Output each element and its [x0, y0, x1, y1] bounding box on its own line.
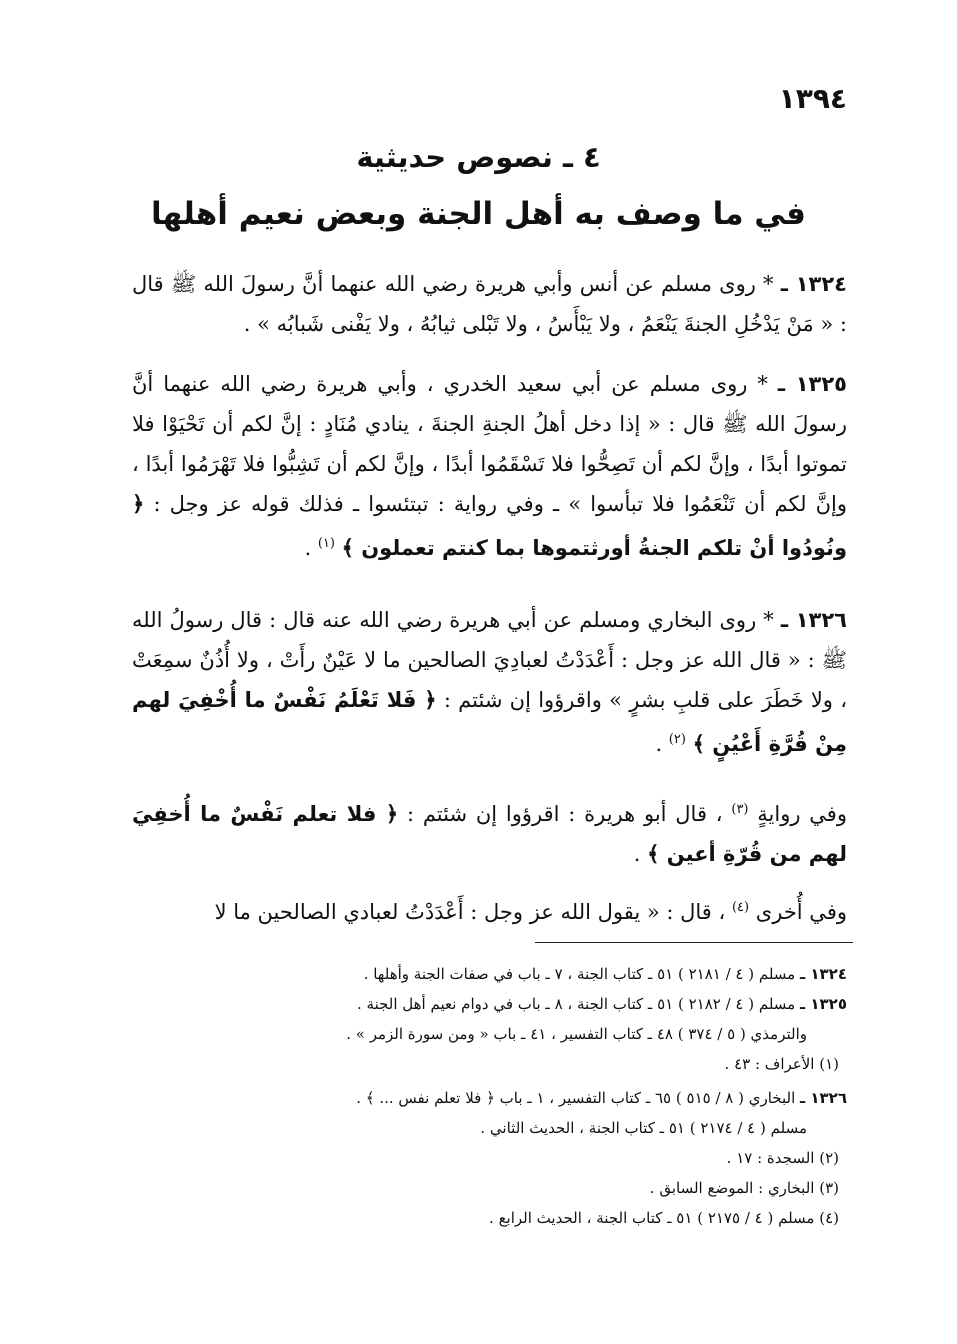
riwaya-text: وفي أُخرى	[755, 900, 847, 924]
footnote	[130, 1024, 807, 1044]
hadith-number: ١٣٢٦ ـ	[780, 608, 847, 632]
hadith-text: * روى مسلم عن أنس وأبي هريرة رضي الله عنهما أنَّ رسولَ الله ﷺ قال : « مَنْ يَدْخُلِ الجنةَ يَنْعَمُ ، ولا يَبْأَسُ ، ولا تَبْلى ثيابُهُ ، ولا يَفْنى شَبابُه » .	[132, 272, 847, 336]
footnote-ref: (١)	[317, 536, 335, 551]
footnote-text: مسلم ( ٤ / ٢١٨١ ) ٥١ ـ كتاب الجنة ، ٧ ـ باب في صفات الجنة وأهلها .	[363, 965, 796, 983]
footnote-number: ١٣٢٥ ـ	[800, 995, 847, 1013]
riwaya-text-2: ، قال : « يقول الله عز وجل : أَعْدَدْتُ لعبادي الصالحين ما لا	[214, 900, 726, 924]
page-number: ١٣٩٤	[778, 82, 847, 115]
section-subheading: في ما وصف به أهل الجنة وبعض نعيم أهلها	[151, 196, 806, 232]
sentence-end: .	[633, 842, 648, 866]
riwaya-other-paragraph	[132, 888, 847, 932]
hadith-1326	[132, 600, 847, 764]
hadith-number: ١٣٢٤ ـ	[780, 272, 847, 296]
footnote-text: (٤) مسلم ( ٤ / ٢١٧٥ ) ٥١ ـ كتاب الجنة ، الحديث الرابع .	[489, 1209, 839, 1227]
footnote-text: مسلم ( ٤ / ٢١٧٤ ) ٥١ ـ كتاب الجنة ، الحديث الثاني .	[480, 1119, 807, 1137]
hadith-text: * روى البخاري ومسلم عن أبي هريرة رضي الله عنه قال : قال رسولُ الله ﷺ : « قال الله عز وجل : أَعْدَدْتُ لعبادِيَ الصالحين ما لا عَيْنٌ رأَتْ ، ولا أُذُنٌ سمِعَتْ ، ولا خَطَرَ على قلبِ بشرٍ » واقرؤوا إن شئتم :	[132, 608, 847, 712]
footnote-text: البخاري ( ٨ / ٥١٥ ) ٦٥ ـ كتاب التفسير ، ١ ـ باب ﴿ فلا تعلم نفس ... ﴾ .	[356, 1089, 796, 1107]
footnote-ref: (٤)	[731, 900, 750, 915]
footnote	[130, 994, 847, 1014]
quran-verse: ﴿ فَلا تَعْلَمُ نَفْسٌ ما أُخْفِيَ لهم مِنْ قُرَّةِ أَعْيُنٍ ﴾	[132, 688, 847, 756]
quran-verse: ﴿ ونُودُوا أنْ تلكم الجنةُ أورثتموها بما كنتم تعملون ﴾	[132, 492, 847, 560]
hadith-1324	[132, 264, 847, 344]
riwaya-paragraph	[132, 790, 847, 874]
footnote-text: والترمذي ( ٥ / ٣٧٤ ) ٤٨ ـ كتاب التفسير ، ٤١ ـ باب « ومن سورة الزمر » .	[346, 1025, 807, 1043]
footnote	[130, 1054, 839, 1074]
footnote	[130, 1148, 839, 1168]
footnote	[130, 1178, 839, 1198]
hadith-number: ١٣٢٥ ـ	[777, 372, 847, 396]
hadith-1325	[132, 364, 847, 568]
footnote-text: مسلم ( ٤ / ٢١٨٢ ) ٥١ ـ كتاب الجنة ، ٨ ـ باب في دوام نعيم أهل الجنة .	[356, 995, 796, 1013]
footnote-ref: (٢)	[668, 732, 686, 747]
footnote-number: ١٣٢٤ ـ	[800, 965, 847, 983]
riwaya-text: وفي روايةٍ	[757, 802, 847, 826]
footnote	[130, 1088, 847, 1108]
sentence-end: .	[304, 536, 318, 560]
footnote-ref: (٣)	[731, 802, 749, 817]
riwaya-text-2: ، قال أبو هريرة : اقرؤوا إن شئتم :	[406, 802, 723, 826]
footnote	[130, 964, 847, 984]
footnote-text: (٣) البخاري : الموضع السابق .	[649, 1179, 839, 1197]
hadith-text: * روى مسلم عن أبي سعيد الخدري ، وأبي هريرة رضي الله عنهما أنَّ رسولَ الله ﷺ قال : « إذا دخل أهلُ الجنةِ الجنةَ ، ينادي مُنَادٍ : إنَّ لكم أن تَحْيَوْا فلا تموتوا أبدًا ، وإنَّ لكم أن تَصِحُّوا فلا تَسْقَمُوا أبدًا ، وإنَّ لكم أن تَشِبُّوا فلا تَهْرَمُوا أبدًا ، وإنَّ لكم أن تَنْعَمُوا فلا تبأسوا » ـ وفي رواية : تبتئسوا ـ فذلك قوله عز وجل :	[132, 372, 847, 516]
footnote-separator	[535, 942, 853, 943]
footnote-number: ١٣٢٦ ـ	[800, 1089, 847, 1107]
footnote-text: (١) الأعراف : ٤٣ .	[724, 1055, 839, 1073]
sentence-end: .	[655, 732, 669, 756]
section-heading: ٤ ـ نصوص حديثية	[356, 140, 601, 174]
quran-verse: ﴿ فلا تعلم نَفْسٌ ما أُخفِيَ لهم من قُرّةِ أعين ﴾	[132, 802, 847, 866]
footnote-text: (٢) السجدة : ١٧ .	[726, 1149, 839, 1167]
footnote	[130, 1208, 839, 1228]
footnote	[130, 1118, 807, 1138]
